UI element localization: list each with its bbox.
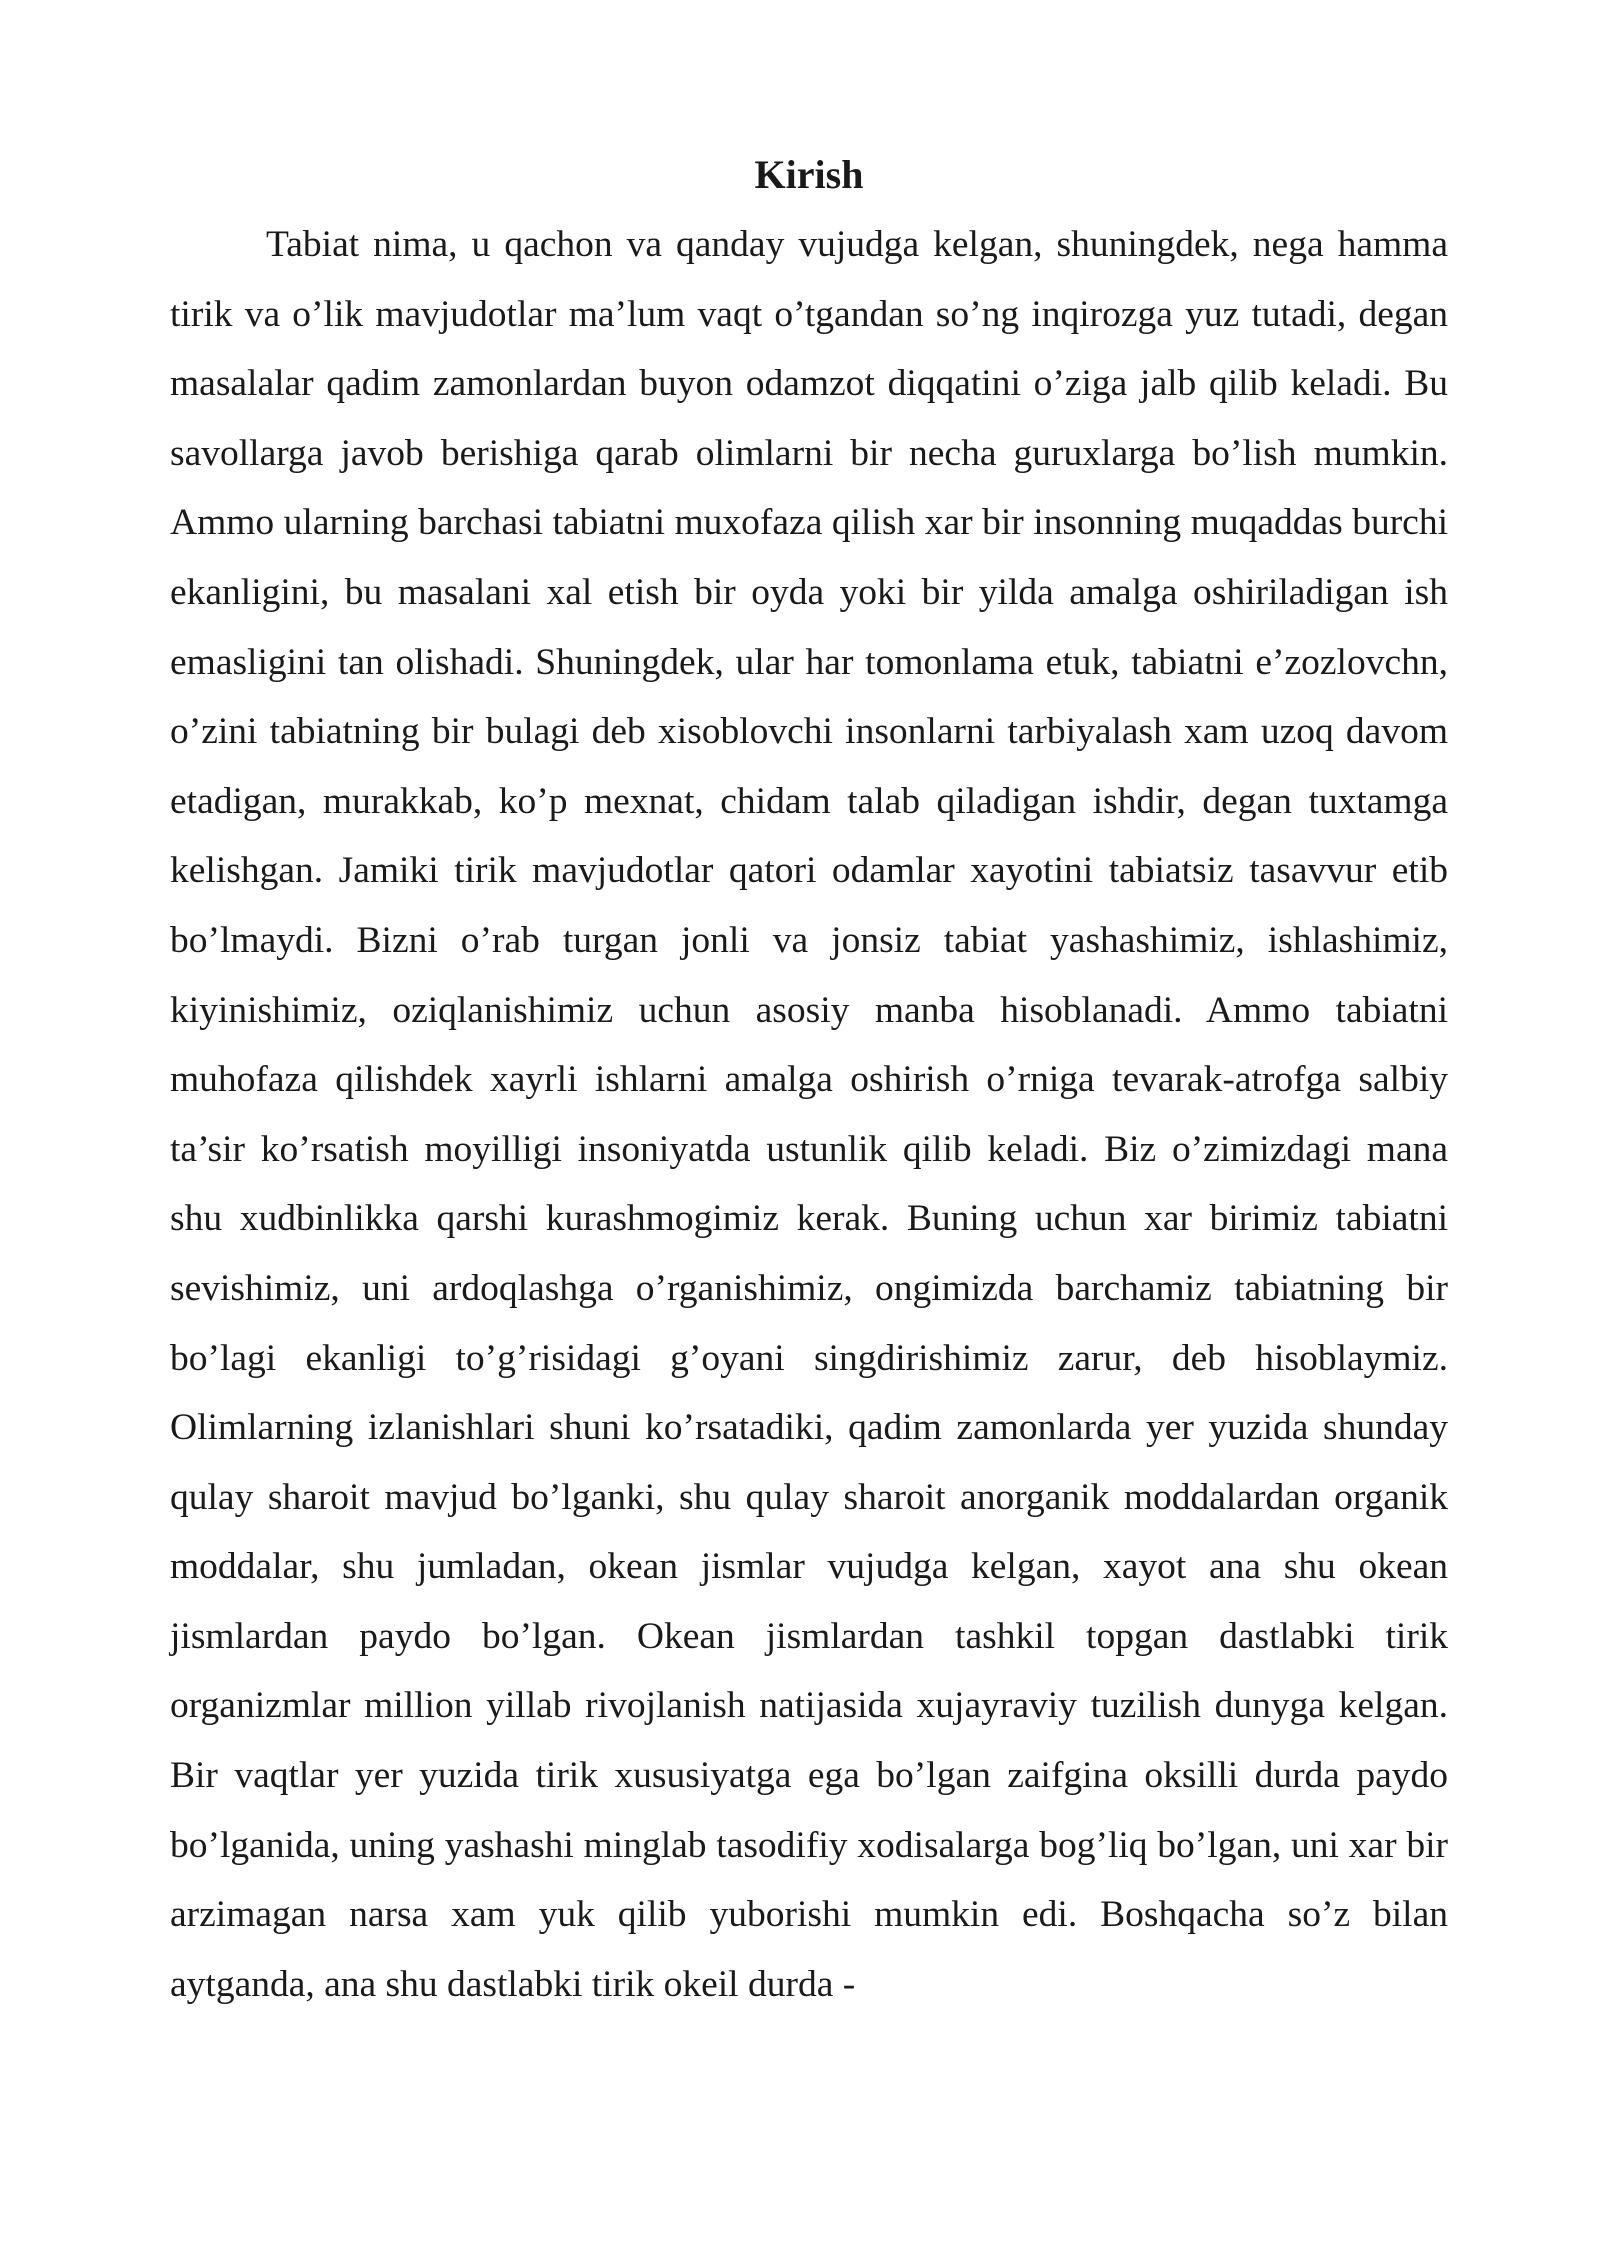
document-page — [170, 140, 1448, 2019]
page-title: Kirish — [754, 152, 864, 197]
body-paragraph: Tabiat nima, u qachon va qanday vujudga kelgan, shuningdek, nega hamma tirik va o’lik mavjudotlar ma’lum vaqt o’tgandan so’ng inqirozga yuz tutadi, degan masalalar qadim zamonlardan buyon odamzot diqqatini o’ziga jalb qilib keladi. Bu savollarga javob berishiga qarab olimlarni bir necha guruxlarga bo’lish mumkin. Ammo ularning barchasi tabiatni muxofaza qilish xar bir insonning muqaddas burchi ekanligini, bu masalani xal etish bir oyda yoki bir yilda amalga oshiriladigan ish emasligini tan olishadi. Shuningdek, ular har tomonlama etuk, tabiatni e’zozlovchn, o’zini tabiatning bir bulagi deb xisoblovchi insonlarni tarbiyalash xam uzoq davom etadigan, murakkab, ko’p mexnat, chidam talab qiladigan ishdir, degan tuxtamga kelishgan. Jamiki tirik mavjudotlar qatori odamlar xayotini tabiatsiz tasavvur etib bo’lmaydi. Bizni o’rab turgan jonli va jonsiz tabiat yashashimiz, ishlashimiz, kiyinishimiz, oziqlanishimiz uchun asosiy manba hisoblanadi. Ammo tabiatni muhofaza qilishdek xayrli ishlarni amalga oshirish o’rniga tevarak-atrofga salbiy ta’sir ko’rsatish moyilligi insoniyatda ustunlik qilib keladi. Biz o’zimizdagi mana shu xudbinlikka qarshi kurashmogimiz kerak. Buning uchun xar birimiz tabiatni sevishimiz, uni ardoqlashga o’rganishimiz, ongimizda barchamiz tabiatning bir bo’lagi ekanligi to’g’risidagi g’oyani singdirishimiz zarur, deb hisoblaymiz. Olimlarning izlanishlari shuni ko’rsatadiki, qadim zamonlarda yer yuzida shunday qulay sharoit mavjud bo’lganki, shu qulay sharoit anorganik moddalardan organik moddalar, shu jumladan, okean jismlar vujudga kelgan, xayot ana shu okean jismlardan paydo bo’lgan. Okean jismlardan tashkil topgan dastlabki tirik organizmlar million yillab rivojlanish natijasida xujayraviy tuzilish dunyga kelgan. Bir vaqtlar yer yuzida tirik xususiyatga ega bo’lgan zaifgina oksilli durda paydo bo’lganida, uning yashashi minglab tasodifiy xodisalarga bog’liq bo’lgan, uni xar bir arzimagan narsa xam yuk qilib yuborishi mumkin edi. Boshqacha so’z bilan aytganda, ana shu dastlabki tirik okeil durda - — [170, 224, 1448, 2005]
